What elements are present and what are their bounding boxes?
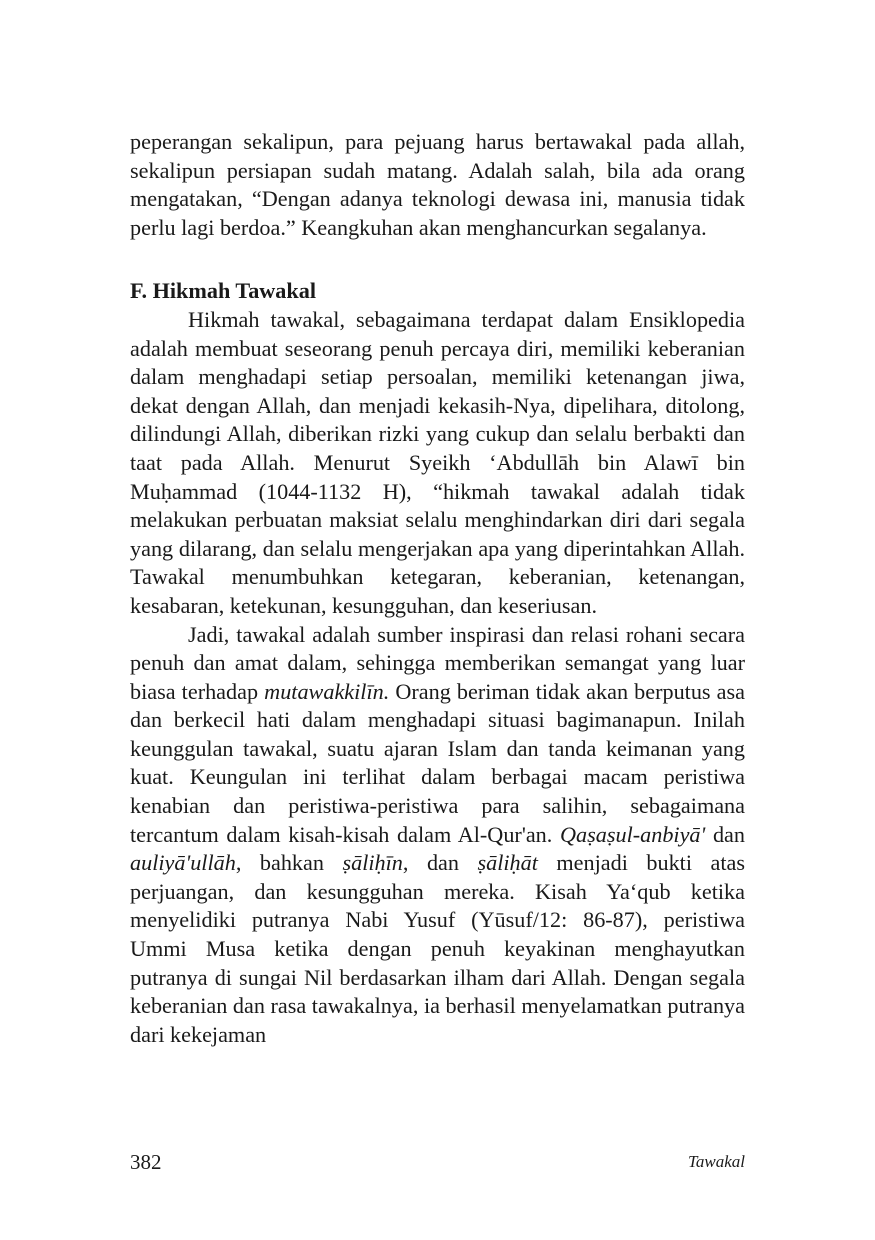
text-run: , dan bbox=[402, 850, 478, 876]
text-run: Jadi, tawakal adalah sumber inspirasi dan relasi rohani secara penuh dan amat dalam, sehingga memberikan semangat yang luar biasa terhadap bbox=[130, 621, 745, 704]
text-run: , bahkan bbox=[235, 850, 343, 876]
italic-term: ṣāliḥīn bbox=[342, 850, 403, 876]
page-number: 382 bbox=[130, 1150, 162, 1174]
running-title: Tawakal bbox=[687, 1152, 745, 1171]
italic-term: auliyā'ullāh bbox=[130, 850, 236, 876]
paragraph-jadi bbox=[130, 621, 745, 1050]
section-heading: F. Hikmah Tawakal bbox=[130, 278, 317, 304]
page-footer bbox=[130, 1150, 745, 1180]
italic-term: mutawakkilīn. bbox=[264, 678, 390, 704]
paragraph-continued: peperangan sekalipun, para pejuang harus bertawakal pada allah, sekalipun persiapan sudah matang. Adalah salah, bila ada orang mengatakan, “Dengan adanya teknologi dewasa ini, manusia tidak perlu lagi berdoa.” Keangkuhan akan menghancurkan segalanya. bbox=[130, 129, 745, 240]
italic-term: Qaṣaṣul-anbiyā' bbox=[560, 821, 706, 847]
page-body bbox=[130, 128, 745, 1049]
paragraph-hikmah: Hikmah tawakal, sebagaimana terdapat dalam Ensiklopedia adalah membuat seseorang penuh percaya diri, memiliki keberanian dalam menghadapi setiap persoalan, memiliki ketenangan jiwa, dekat dengan Allah, dan menjadi kekasih-Nya, dipelihara, ditolong, dilindungi Allah, diberikan rizki yang cukup dan selalu berbakti dan taat pada Allah. Menurut Syeikh ‘Abdullāh bin Alawī bin Muḥammad (1044-1132 H), “hikmah tawakal adalah tidak melakukan perbuatan maksiat selalu menghindarkan diri dari segala yang dilarang, dan selalu mengerjakan apa yang diperintahkan Allah. Tawakal menumbuhkan ketegaran, keberanian, ketenangan, kesabaran, ketekunan, kesungguhan, dan keseriusan. bbox=[130, 306, 745, 618]
text-run: menjadi bukti atas perjuangan, dan kesungguhan mereka. Kisah Ya‘qub ketika menyelidiki putranya Nabi Yusuf (Yūsuf/12: 86-87), peristiwa Ummi Musa ketika dengan penuh keyakinan menghayutkan putranya di sungai Nil berdasarkan ilham dari Allah. Dengan segala keberanian dan rasa tawakalnya, ia berhasil menyelamatkan putranya dari kekejaman bbox=[130, 850, 745, 1047]
text-run: Orang beriman tidak akan berputus asa dan berkecil hati dalam menghadapi situasi bagimanapun. Inilah keunggulan tawakal, suatu ajaran Islam dan tanda keimanan yang kuat. Keungulan ini terlihat dalam berbagai macam peristiwa kenabian dan peristiwa-peristiwa para salihin, sebagaimana tercantum dalam kisah-kisah dalam Al-Qur'an. bbox=[130, 678, 745, 847]
italic-term: ṣāliḥāt bbox=[477, 850, 538, 876]
text-run: dan bbox=[705, 821, 745, 847]
